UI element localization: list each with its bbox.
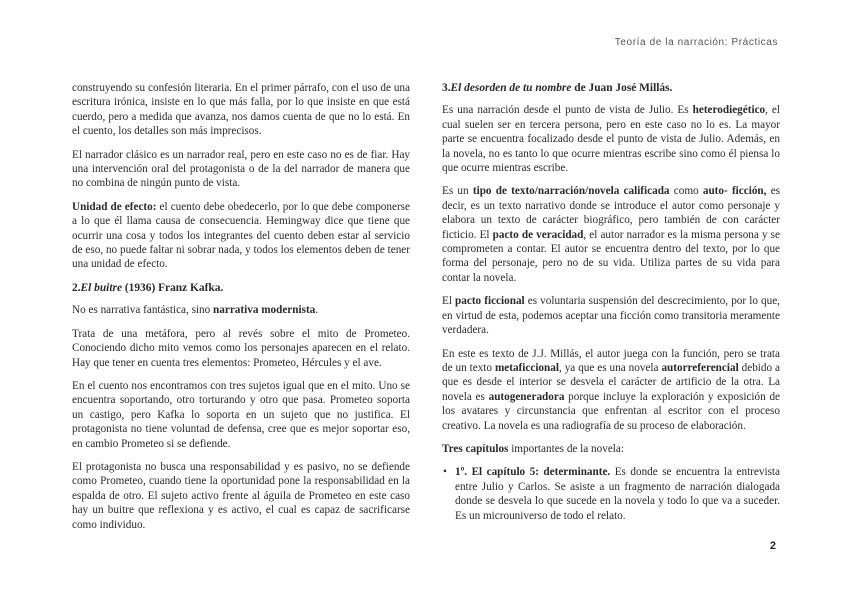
paragraph: Tres capítulos importantes de la novela: xyxy=(442,442,624,455)
list-item: • 1º. El capítulo 5: determinante. Es donde se encuentra la entrevista entre Julio y Carlos. Se asiste a un fragmento de narración dialogada donde se desvela lo que sucede en la novela y todo lo que va a suceder. Es un microuniverso de todo el relato. xyxy=(455,465,780,523)
term-bold: Tres capítulos xyxy=(442,442,509,455)
left-column xyxy=(72,81,410,541)
term-bold: Unidad de efecto: xyxy=(72,200,157,213)
term-bold: narrativa modernista xyxy=(213,304,316,317)
paragraph: El pacto ficcional es voluntaria suspensión del descrecimiento, por lo que, en virtud de esta, podemos aceptar una ficción como transitoria meramente verdadera. xyxy=(442,295,780,337)
term-bold: tipo de texto/narración/novela calificada xyxy=(472,185,670,198)
paragraph: El narrador clásico es un narrador real, pero en este caso no es de fiar. Hay una intervención oral del protagonista o de la del narrador de manera que no combina de ningún punto de vista. xyxy=(72,148,410,190)
paragraph: Es una narración desde el punto de vista de Julio. Es heterodiegético, el cual suelen ser en tercera persona, pero en este caso no lo es. La mayor parte se encuentra focalizado desde el punto de vista de Julio. Además, en la novela, no es tanto lo que ocurre mientras escribe sino como él piensa lo que ocurre mientras escribe. xyxy=(442,104,780,175)
running-header: Teoría de la narración: Prácticas xyxy=(614,37,778,48)
paragraph: Es un tipo de texto/narración/novela calificada como auto- ficción, es decir, es un texto narrativo donde se introduce el autor como personaje y elabora un texto de carácter biográfico, pero también de con carácter ficticio. El pacto de veracidad, el autor narrador es la misma persona y se comprometen a contar. El autor se encuentra dentro del texto, por lo que forma del personaje, pero no de su vida. Utiliza partes de su vida para contar la novela. xyxy=(442,185,781,284)
paragraph: En este es texto de J.J. Millás, el autor juega con la función, pero se trata de un texto metaficcional, ya que es una novela autorreferencial debido a que es desde el interior se desvela el carácter de artificio de la otra. La novela es autogeneradora porque incluye la exploración y exposición de los avatares y circunstancia que enfrentan al escritor con el proceso creativo. La novela es una radiografía de su proceso de elaboración. xyxy=(442,347,781,432)
paragraph: El protagonista no busca una responsabilidad y es pasivo, no se defiende como Prometeo, cuando tiene la oportunidad pone la responsabilidad en la espalda de otro. El sujeto activo frente al águila de Prometeo en este caso hay un buitre que reflexiona y es activo, el cual es capaz de sacrificarse como individuo. xyxy=(72,460,410,531)
term-bold: pacto de veracidad xyxy=(492,228,584,241)
term-bold: auto- ficción, xyxy=(702,185,767,198)
paragraph: En el cuento nos encontramos con tres sujetos igual que en el mito. Uno se encuentra soportando, otro torturando y otro que pasa. Prometeo soporta un castigo, pero Kafka lo soporta en un sujeto que no justifica. El protagonista no tiene voluntad de defensa, cree que es mejor soportar eso, en cambio Prometeo si se defiende. xyxy=(72,379,410,450)
right-column xyxy=(442,81,780,523)
term-bold: 1º. El capítulo 5: determinante. xyxy=(455,466,611,479)
paragraph: Unidad de efecto: el cuento debe obedecerlo, por lo que debe componerse a lo que él llama causa de consecuencia. Hemingway dice que tiene que ocurrir una cosa y todos los integrantes del cuento deben estar al servicio de eso, no puede faltar ni sobrar nada, y todos los elementos deben de tener una unidad de efecto. xyxy=(72,200,410,271)
paragraph: Trata de una metáfora, pero al revés sobre el mito de Prometeo. Conociendo dicho mito vemos como los personajes aparecen en el relato. Hay que tener en cuenta tres elementos: Prometeo, Hércules y el ave. xyxy=(72,327,410,369)
section-heading-kafka: 2.El buitre (1936) Franz Kafka. xyxy=(72,281,224,294)
section-heading-millas: 3.El desorden de tu nombre de Juan José Millás. xyxy=(442,82,673,94)
term-bold: autogeneradora xyxy=(488,390,565,403)
paragraph: construyendo su confesión literaria. En el primer párrafo, con el uso de una escritura irónica, insiste en lo que más falla, por lo que insiste en que está cuerdo, pero a medida que avanza, nos damos cuenta de que no lo está. En el cuento, los detalles son más imprecisos. xyxy=(72,82,410,138)
term-bold: pacto ficcional xyxy=(455,295,525,308)
term-bold: autorreferencial xyxy=(661,361,739,374)
page-number: 2 xyxy=(769,540,776,552)
paragraph: No es narrativa fantástica, sino narrativa modernista. xyxy=(72,304,319,317)
chapter-list xyxy=(442,465,780,523)
term-bold: metaficcional xyxy=(494,361,559,374)
term-bold: heterodiegético xyxy=(692,104,766,117)
